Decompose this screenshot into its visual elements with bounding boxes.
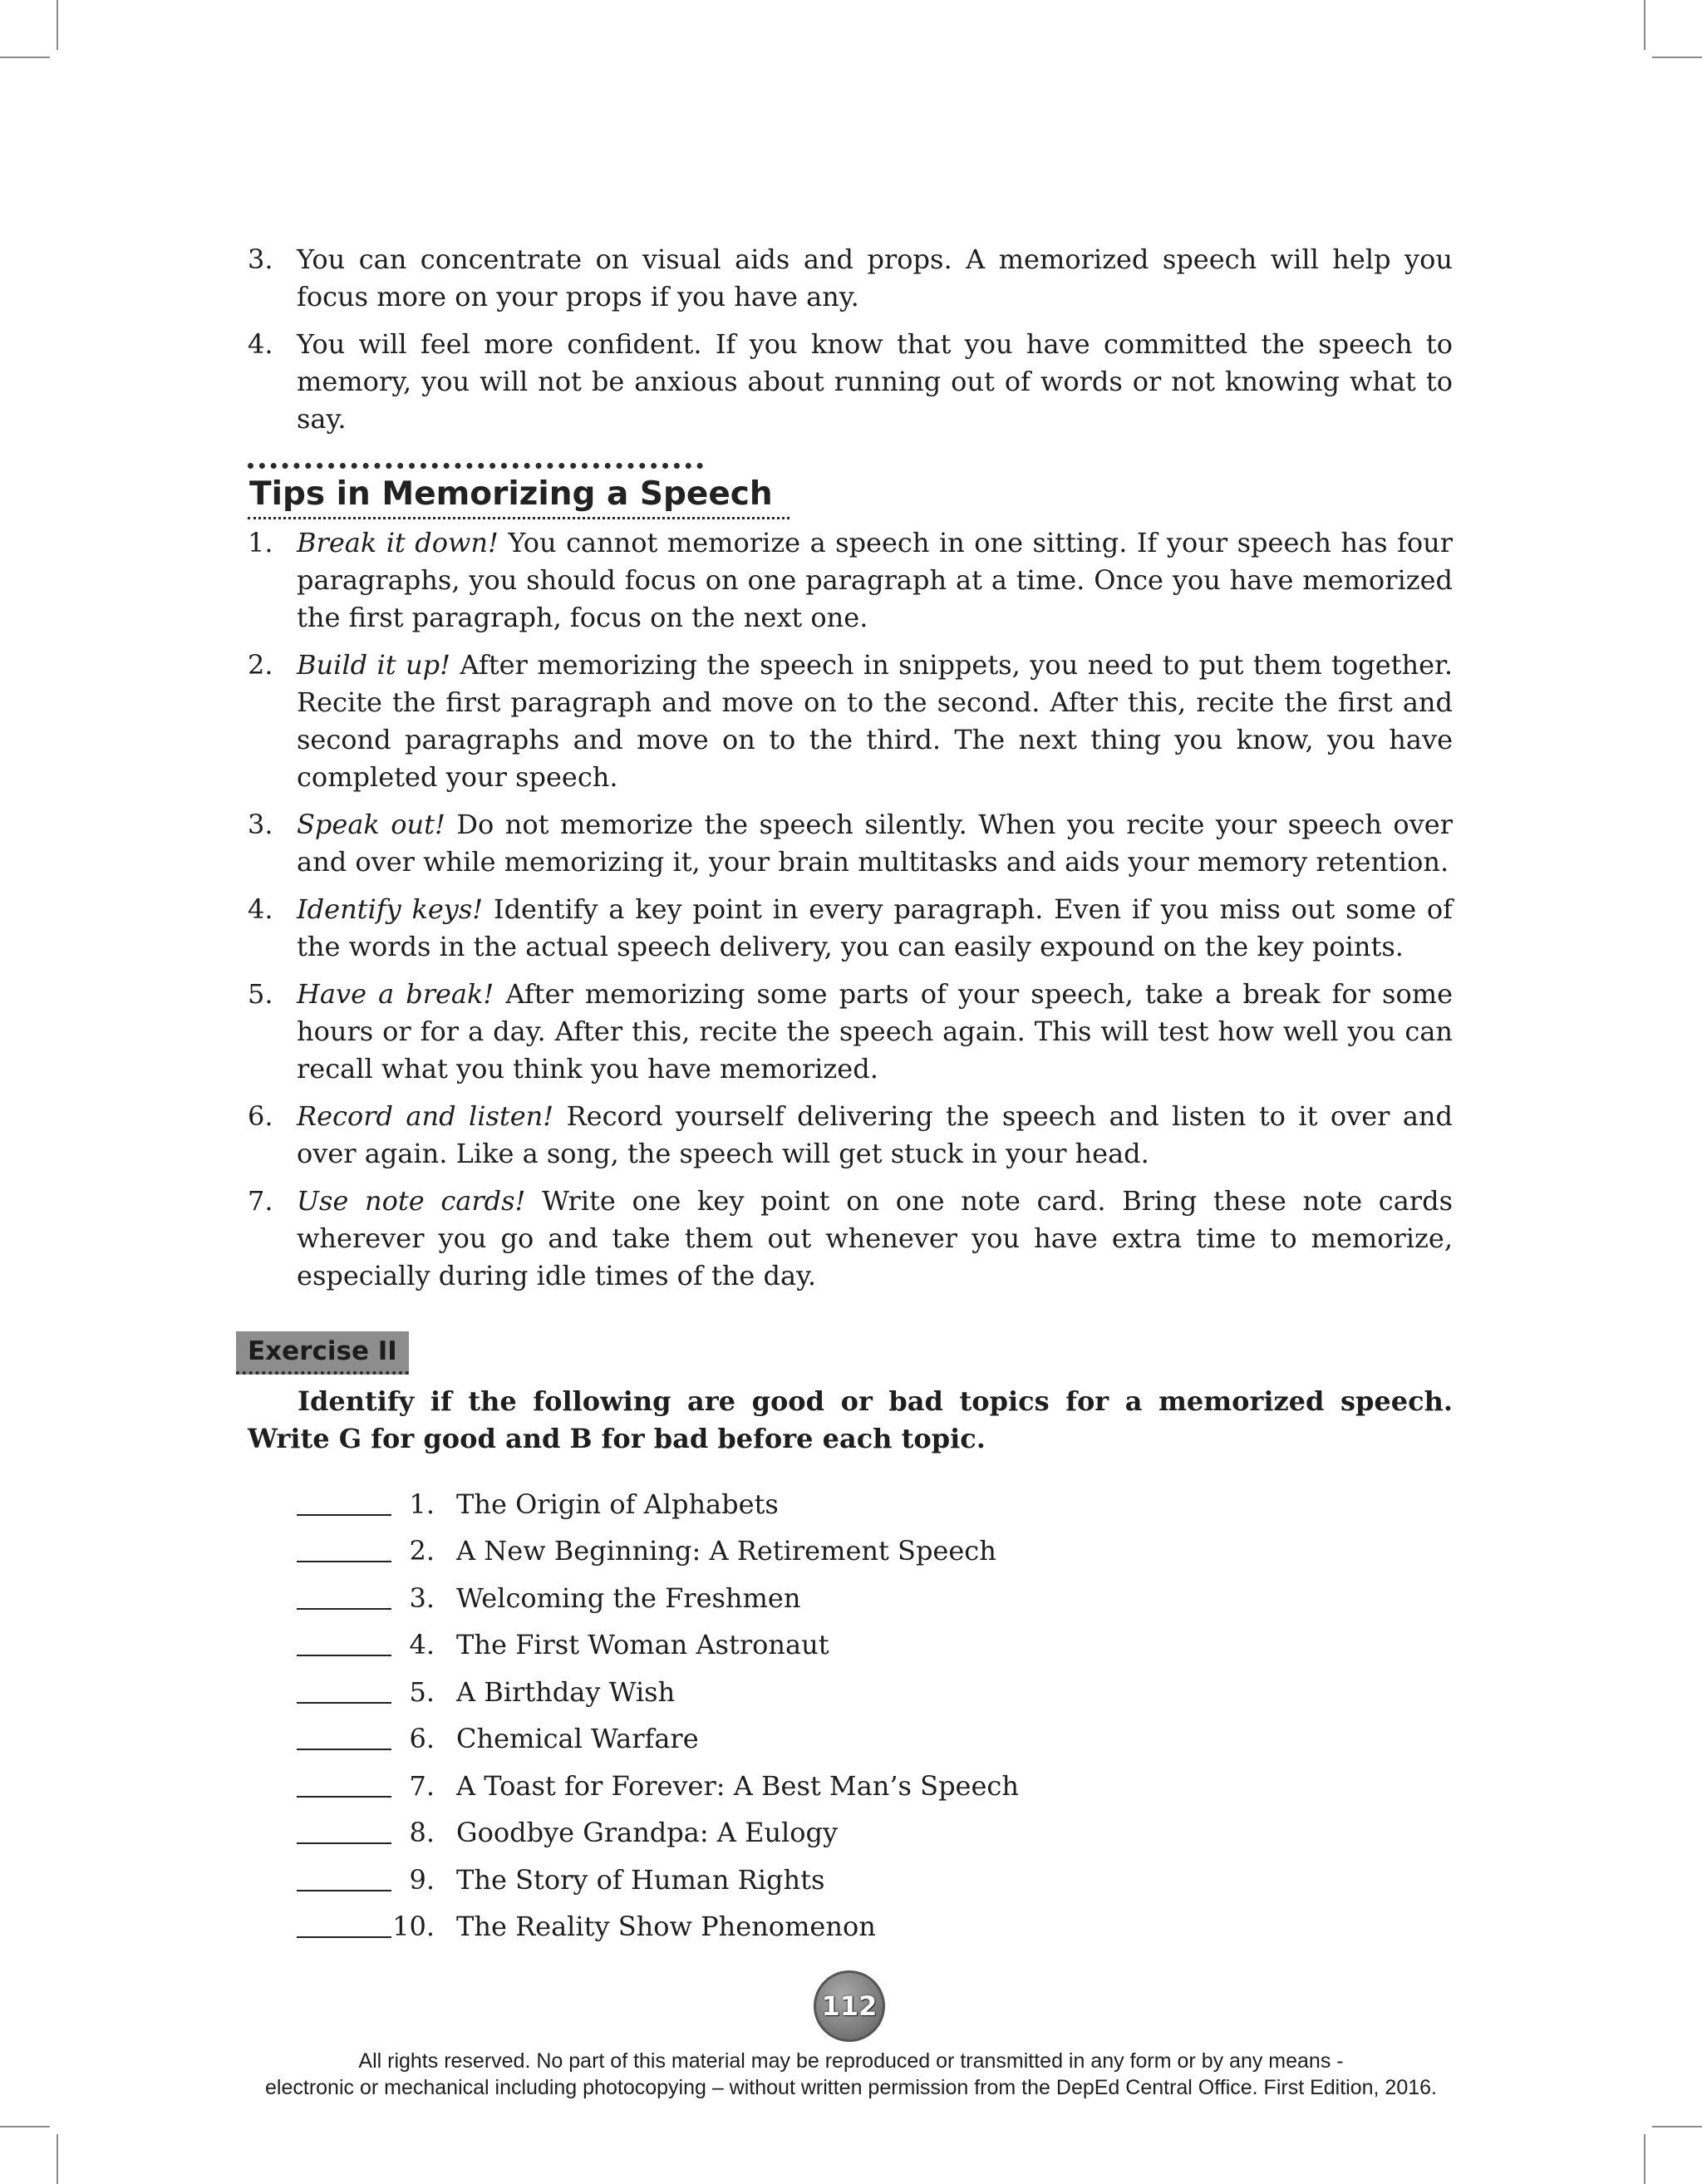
tip-item [248,806,1453,881]
topic-number: 7. [409,1769,435,1802]
answer-blank[interactable] [297,1514,391,1516]
item-text [297,647,1453,796]
tip-lead: Build it up! [297,649,450,681]
answer-blank[interactable] [297,1702,391,1704]
crop-mark-bottom-left [57,2134,58,2184]
topic-row [297,1899,1453,1946]
list-item [248,241,1453,316]
topic-row [297,1664,1453,1711]
item-number: 1. [248,527,273,558]
tip-item [248,891,1453,966]
item-text [297,976,1453,1088]
topic-list [297,1476,1453,1945]
tip-lead: Speak out! [297,809,445,840]
item-number: 3. [248,243,273,275]
topic-text: The Reality Show Phenomenon [456,1911,876,1942]
item-number: 2. [248,649,273,681]
tip-lead: Record and listen! [297,1100,554,1132]
dotted-rule [248,463,703,469]
topic-text: The Origin of Alphabets [456,1488,779,1520]
tip-item [248,1098,1453,1173]
exercise-label: Exercise II [236,1331,409,1375]
tip-item [248,1183,1453,1295]
topic-number: 6. [409,1723,435,1754]
tip-body: Record yourself delivering the speech and listen to it over and over again. Like a song, the speech will get stuck in your head. [297,1100,1454,1169]
tip-body: Write one key point on one note card. Bring these note cards wherever you go and take them out whenever you have extra time to memorize, especially during idle times of the day. [297,1185,1454,1291]
answer-blank[interactable] [297,1749,391,1750]
topic-number: 4. [409,1629,435,1660]
page-content [248,241,1453,1945]
tip-item [248,976,1453,1088]
crop-mark-bottom-right-h [1652,2126,1702,2127]
tip-body: After memorizing the speech in snippets, you need to put them together. Recite the first paragraph and move on to the second. After this, recite the first and second paragraphs and move on to the third. The next thing you know, you have completed your speech. [297,649,1454,793]
topic-number: 1. [409,1488,435,1520]
topic-row [297,1523,1453,1571]
topic-row [297,1617,1453,1665]
crop-mark-bottom-left-h [0,2126,50,2127]
topic-text: Chemical Warfare [456,1723,699,1754]
topic-text: Goodbye Grandpa: A Eulogy [456,1817,839,1848]
tip-body: You cannot memorize a speech in one sitting. If your speech has four paragraphs, you should focus on one paragraph at a time. Once you have memorized the first paragraph, focus on the next one. [297,527,1454,633]
topic-number: 10. [392,1911,435,1942]
answer-blank[interactable] [297,1842,391,1844]
topic-text: A Toast for Forever: A Best Man’s Speech [456,1769,1019,1802]
exercise-instruction: Identify if the following are good or bad topics for a memorized speech. Write G for good and B for bad before each topic. [248,1385,1453,1454]
exercise-label-block [248,1331,1453,1375]
topic-row [297,1570,1453,1617]
tips-list [248,524,1453,1295]
topic-text: The First Woman Astronaut [456,1629,829,1660]
item-text [297,1098,1453,1173]
topic-row [297,1852,1453,1899]
topic-row [297,1758,1453,1805]
item-number: 3. [248,809,273,840]
answer-blank[interactable] [297,1936,391,1938]
tip-body: After memorizing some parts of your speech, take a break for some hours or for a day. After this, recite the speech again. This will test how well you can recall what you think you have memorized. [297,978,1454,1085]
topic-text: The Story of Human Rights [456,1863,825,1896]
crop-mark-top-left [57,0,58,50]
benefits-list-continued [248,241,1453,438]
footer-line-2: electronic or mechanical including photocopying – without written permission from the DepEd Central Office. First Edition, 2016. [265,2076,1437,2099]
item-text [297,806,1453,881]
topic-row [297,1476,1453,1523]
answer-blank[interactable] [297,1608,391,1610]
item-text [297,524,1453,637]
section-heading: Tips in Memorizing a Speech [248,475,790,519]
topic-number: 5. [409,1675,435,1708]
item-number: 4. [248,328,273,360]
tips-heading-block [248,463,1453,519]
tip-body: Do not memorize the speech silently. When you recite your speech over and over while memorizing it, your brain multitasks and aids your memory retention. [297,809,1454,878]
item-text: You will feel more confident. If you know that you have committed the speech to memory, you will not be anxious about running out of words or not knowing what to say. [297,328,1453,435]
answer-blank[interactable] [297,1796,391,1798]
crop-mark-top-right [1644,0,1645,50]
answer-blank[interactable] [297,1561,391,1562]
tip-lead: Have a break! [297,978,494,1010]
topic-number: 2. [409,1535,435,1567]
item-text [297,891,1453,966]
answer-blank[interactable] [297,1655,391,1656]
footer-line-1: All rights reserved. No part of this material may be reproduced or transmitted in any form or by any means - [358,2049,1344,2073]
list-item [248,326,1453,438]
tip-body: Identify a key point in every paragraph. Even if you miss out some of the words in the actual speech delivery, you can easily expound on the key points. [297,893,1454,962]
topic-row [297,1805,1453,1852]
item-number: 5. [248,978,273,1010]
topic-text: A New Beginning: A Retirement Speech [456,1535,996,1567]
tip-item [248,647,1453,796]
crop-mark-top-right-h [1652,57,1702,58]
copyright-footer [0,2048,1702,2101]
topic-text: A Birthday Wish [456,1675,676,1708]
page-number-badge: 112 [814,1970,885,2042]
tip-lead: Identify keys! [297,893,484,925]
topic-row [297,1711,1453,1759]
tip-lead: Use note cards! [297,1185,526,1217]
item-text [297,1183,1453,1295]
tip-item [248,524,1453,637]
topic-number: 9. [409,1863,435,1896]
item-number: 7. [248,1185,273,1217]
crop-mark-bottom-right [1644,2134,1645,2184]
answer-blank[interactable] [297,1890,391,1891]
tip-lead: Break it down! [297,527,499,558]
crop-mark-top-left-h [0,57,50,58]
item-number: 4. [248,893,273,925]
item-number: 6. [248,1100,273,1132]
topic-number: 8. [409,1817,435,1848]
topic-number: 3. [409,1581,435,1614]
topic-text: Welcoming the Freshmen [456,1581,801,1614]
item-text: You can concentrate on visual aids and props. A memorized speech will help you focus more on your props if you have any. [297,243,1453,312]
